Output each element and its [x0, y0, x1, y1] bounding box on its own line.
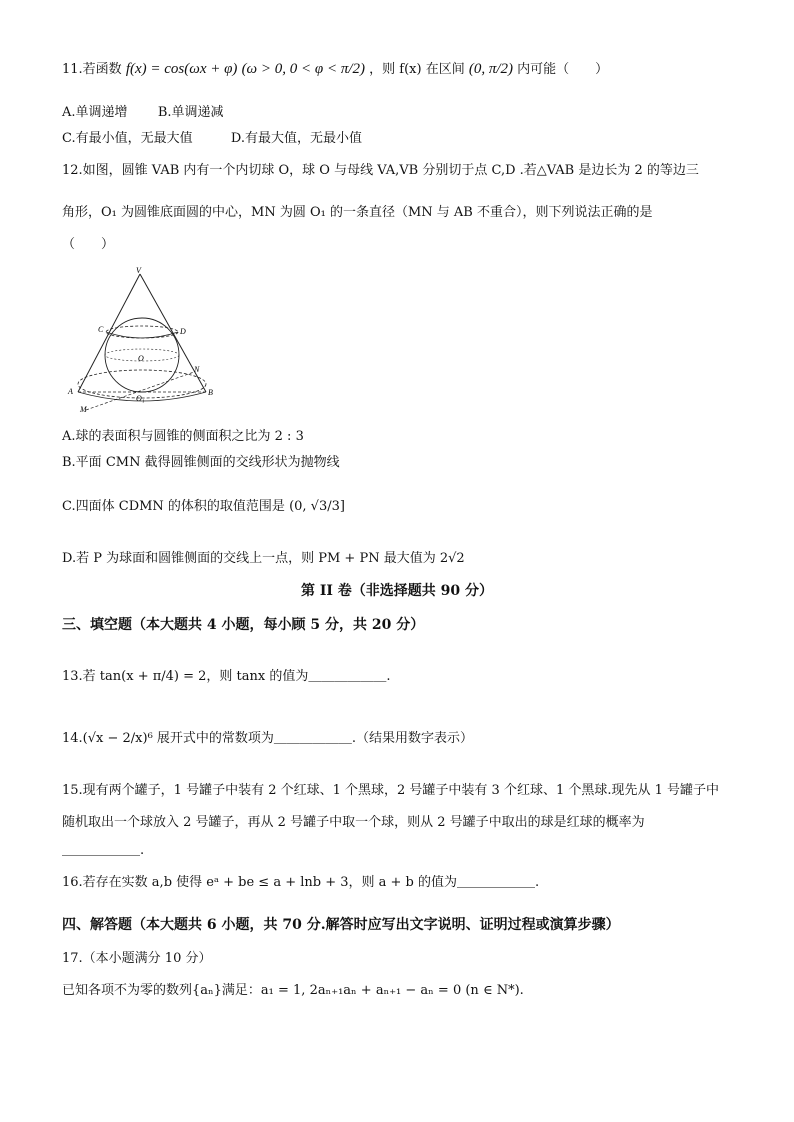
- q11-options-ab: [62, 104, 224, 122]
- q12-option-c: C.四面体 CDMN 的体积的取值范围是 (0, √3/3]: [62, 499, 345, 514]
- label-b: B: [208, 388, 213, 397]
- label-d: D: [180, 327, 186, 336]
- q13: 13.若 tan(x + π/4) = 2，则 tanx 的值为＿＿＿＿＿＿.: [62, 669, 391, 684]
- label-m: M: [80, 405, 87, 414]
- q11-option-b: B.单调递减: [157, 105, 224, 120]
- q12-line1: 12.如图，圆锥 VAB 内有一个内切球 O，球 O 与母线 VA,VB 分别切于点 C,D .若△VAB 是边长为 2 的等边三: [62, 163, 699, 178]
- section4-title: 四、解答题（本大题共 6 小题，共 70 分.解答时应写出文字说明、证明过程或演算步骤）: [62, 917, 620, 933]
- q17-text: 已知各项不为零的数列{aₙ}满足：a₁ = 1, 2aₙ₊₁aₙ + aₙ₊₁ − aₙ = 0 (n ∈ N*).: [62, 983, 524, 998]
- label-o: O: [138, 354, 144, 363]
- section3-title: 三、填空题（本大题共 4 小题，每小顾 5 分，共 20 分）: [62, 617, 425, 633]
- q11-stem: 11.若函数 f(x) = cos(ωx + φ) (ω > 0, 0 < φ < π/2) ，则 f(x) 在区间 (0, π/2) 内可能（ ）: [62, 61, 609, 77]
- q11-options-cd: [62, 130, 362, 148]
- q12-option-d: D.若 P 为球面和圆锥侧面的交线上一点，则 PM + PN 最大值为 2√2: [62, 551, 465, 566]
- q17-header: 17.（本小题满分 10 分）: [62, 951, 212, 966]
- label-o1: O₁: [136, 394, 145, 403]
- label-v: V: [136, 266, 141, 275]
- q11-option-a: A.单调递增: [62, 105, 128, 120]
- q12-option-a: A.球的表面积与圆锥的侧面积之比为 2 : 3: [62, 429, 304, 444]
- q11-option-c: C.有最小值，无最大值: [62, 131, 193, 146]
- q16: 16.若存在实数 a,b 使得 eᵃ + be ≤ a + lnb + 3，则 a + b 的值为＿＿＿＿＿＿.: [62, 875, 540, 890]
- q15-line2: 随机取出一个球放入 2 号罐子，再从 2 号罐子中取一个球，则从 2 号罐子中取出的球是红球的概率为: [62, 815, 645, 830]
- cone-figure: [60, 264, 220, 414]
- q11-option-d: D.有最大值，无最小值: [230, 131, 362, 146]
- q12-line2: 角形，O₁ 为圆锥底面圆的中心，MN 为圆 O₁ 的一条直径（MN 与 AB 不重合），则下列说法正确的是: [62, 205, 653, 220]
- q12-option-b: B.平面 CMN 截得圆锥侧面的交线形状为抛物线: [62, 455, 340, 470]
- label-c: C: [98, 325, 104, 334]
- label-a: A: [68, 387, 73, 396]
- label-n: N: [194, 365, 200, 374]
- q14: 14.(√x − 2/x)⁶ 展开式中的常数项为＿＿＿＿＿＿.（结果用数字表示）: [62, 731, 474, 746]
- q15-line3: ＿＿＿＿＿＿.: [62, 843, 145, 858]
- q12-line3: （ ）: [62, 237, 115, 252]
- q15-line1: 15.现有两个罐子，1 号罐子中装有 2 个红球、1 个黑球，2 号罐子中装有 3 个红球、1 个黑球.现先从 1 号罐子中: [62, 783, 720, 798]
- part2-title: 第 II 卷（非选择题共 90 分）: [300, 583, 494, 599]
